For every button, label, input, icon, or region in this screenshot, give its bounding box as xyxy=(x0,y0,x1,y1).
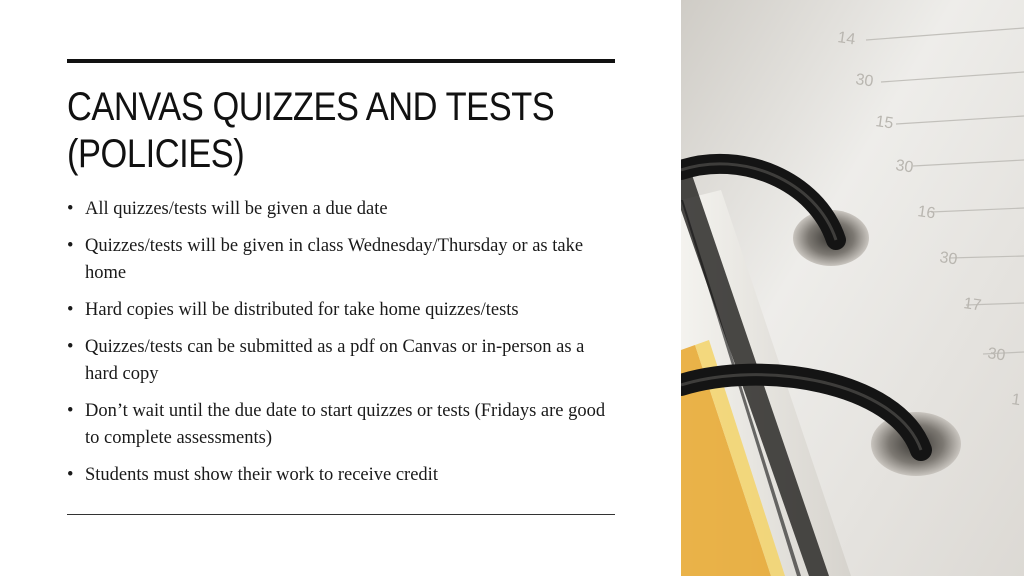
bullet-item xyxy=(67,334,617,388)
page-number: 14 xyxy=(836,29,857,49)
bullet-dot: • xyxy=(67,337,74,357)
slide-title: CANVAS QUIZZES AND TESTS (POLICIES) xyxy=(67,85,555,176)
bullet-text: Don’t wait until the due date to start quizzes or tests (Fridays are good to complete assessments) xyxy=(85,401,606,448)
bullet-item xyxy=(67,297,617,324)
bullet-dot: • xyxy=(67,401,74,421)
page-number: 17 xyxy=(962,295,983,315)
page-number: 16 xyxy=(916,203,937,223)
bullet-text: Students must show their work to receive credit xyxy=(85,465,438,485)
bullet-text: Quizzes/tests can be submitted as a pdf on Canvas or in-person as a hard copy xyxy=(85,337,585,384)
page-number: 30 xyxy=(854,71,875,91)
binder-rings-photo xyxy=(681,0,1024,576)
bullet-dot: • xyxy=(67,465,74,485)
page-number: 30 xyxy=(894,157,915,177)
bullet-text: All quizzes/tests will be given a due date xyxy=(85,199,388,219)
bullet-item xyxy=(67,233,617,287)
bullet-item xyxy=(67,398,617,452)
bullet-list xyxy=(67,196,617,499)
page-number: 30 xyxy=(938,249,959,269)
bullet-dot: • xyxy=(67,236,74,256)
page-number: 1 xyxy=(1010,391,1022,410)
bullet-dot: • xyxy=(67,199,74,219)
bullet-text: Quizzes/tests will be given in class Wednesday/Thursday or as take home xyxy=(85,236,584,283)
bullet-item xyxy=(67,462,617,489)
bullet-item xyxy=(67,196,617,223)
page-number: 30 xyxy=(986,345,1007,365)
page-number: 15 xyxy=(874,113,895,133)
bottom-rule xyxy=(67,514,615,515)
bullet-dot: • xyxy=(67,300,74,320)
binder-photo-illustration xyxy=(681,0,1024,576)
bullet-text: Hard copies will be distributed for take home quizzes/tests xyxy=(85,300,519,320)
title-top-rule xyxy=(67,59,615,63)
